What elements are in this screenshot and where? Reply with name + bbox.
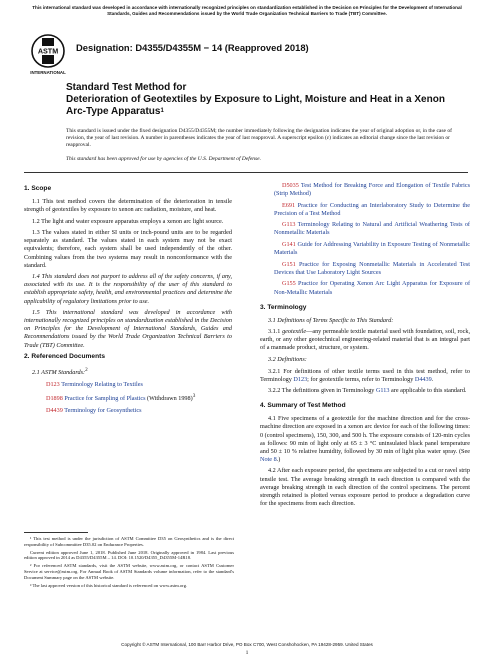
withdrawn-footnote-mark: 3 [192, 393, 196, 400]
para-3-1: 3.1 Definitions of Terms Specific to This Standard: [268, 316, 394, 324]
title-footnote-mark: 1 [160, 108, 164, 114]
designation-label: Designation: D4355/D4355M − 14 [76, 42, 223, 53]
para-3-1-1: 3.1.1 geotextile—any permeable textile material used with foundation, soil, rock, earth, or any other geotechnical engineering-related material that is an integral part of a manmade product, structure, or system. [260, 328, 471, 352]
astm-standards-footnote-mark: 2 [85, 367, 88, 374]
ref-e691[interactable]: E691 Practice for Conducting an Interlaboratory Study to Determine the Precision of a Test Method [274, 201, 470, 217]
terminology-heading: 3. Terminology [260, 303, 307, 311]
designation [76, 42, 309, 53]
para-3-2-2: 3.2.2 The definitions given in Terminology G113 are applicable to this standard. [268, 387, 467, 395]
ref-g141[interactable]: G141 Guide for Addressing Variability in Exposure Testing of Nonmetallic Materials [274, 241, 470, 257]
link-d4439[interactable]: D4439 [414, 375, 432, 383]
issued-note: This standard is issued under the fixed designation D4355/D4355M; the number immediately following the designation indicates the year of original adoption or, in the case of revision, the year of last revision. A number in parentheses indicates the year of last reapproval. A superscript epsilon (ε) indicates an editorial change since the last revision or reapproval. [66, 128, 452, 148]
title-line-1: Standard Test Method for [66, 82, 187, 93]
link-note-8[interactable]: Note 8 [260, 455, 277, 463]
para-4-2: 4.2 After each exposure period, the specimens are subjected to a cut or ravel strip tensile test. The average breaking strength in each direction is compared with the average breaking strength in each direction of the control specimens. The percent strength retained is plotted versus exposure period to produce a degradation curve for the specimens from each direction. [260, 467, 470, 507]
title-line-2: Deterioration of Geotextiles by Exposure to Light, Moisture and Heat in a Xenon Arc-Type Apparatus$^1$ [66, 94, 445, 117]
para-1-4: 1.4 This standard does not purport to address all of the safety concerns, if any, associated with its use. It is the responsibility of the user of this standard to establish appropriate safety, health, and environmental practices and determine the applicability of regulatory limitations prior to use. [24, 273, 232, 305]
ref-d1898[interactable]: D1898 Practice for Sampling of Plastics (Withdrawn 1998)$^3$ [46, 393, 196, 403]
ref-g155[interactable]: G155 Practice for Operating Xenon Arc Light Apparatus for Exposure of Non-Metallic Materials [274, 280, 471, 296]
para-1-1: 1.1 This test method covers the determination of the deterioration in tensile strength of geotextiles by exposure to xenon arc radiation, moisture, and heat. [24, 198, 232, 214]
tbt-notice: This international standard was developed in accordance with internationally recognized principles on standardization established in the Decision on Principles for the Development of International Standards, Guides and Recommendations issued by the World Trade Organization Technical Barriers to Trade (TBT) Committee. [32, 5, 462, 16]
para-1-5: 1.5 This international standard was developed in accordance with internationally recognized principles on standardization established in the Decision on Principles for the Development of International Standards, Guides and Recommendations issued by the World Trade Organization Technical Barriers to Trade (TBT) Committee. [24, 309, 232, 349]
link-d123[interactable]: D123 [293, 375, 308, 383]
para-3-2: 3.2 Definitions: [268, 356, 307, 363]
link-g113[interactable]: G113 [375, 387, 390, 395]
dod-approval-note: This standard has been approved for use by agencies of the U.S. Department of Defense. [66, 156, 261, 162]
logo-subtext: INTERNATIONAL [30, 70, 66, 75]
ref-d5035[interactable]: D5035 Test Method for Breaking Force and Elongation of Textile Fabrics (Strip Method) [274, 182, 470, 198]
ref-g151[interactable]: G151 Practice for Exposing Nonmetallic Materials in Accelerated Test Devices that Use Laboratory Light Sources [274, 260, 471, 276]
para-4-1: 4.1 Five specimens of a geotextile for the machine direction and for the cross-machine direction are exposed in a xenon arc device for each of the following times: 0 (control specimens), 150, 300, and 500 h. The exposure consists of 120-min cycles as follows: 90 min of light only at 65 ± 3 °C uninsulated black panel temperature and 50 ± 10 % relative humidity, followed by 30 min of light plus water spray. (See Note 8.) [260, 415, 470, 463]
referenced-documents-heading: 2. Referenced Documents [24, 353, 105, 361]
scope-heading: 1. Scope [24, 185, 52, 192]
footnote-3: ³ The last approved version of this historical standard is referenced on www.astm.org. [30, 582, 188, 588]
ref-d4439[interactable]: D4439 Terminology for Geosynthetics [46, 407, 142, 414]
standard-title [66, 82, 466, 118]
page-number: 1 [245, 650, 249, 656]
para-1-3: 1.3 The values stated in either SI units or inch-pound units are to be regarded separately as standard. The values stated in each system may not be exact equivalents; therefore, each system shall be used independently of the other. Combining values from the two systems may result in nonconformance with the standard. [24, 229, 232, 269]
footnote-1-edition: Current edition approved June 1, 2018. Published June 2018. Originally approved in 1984. Last previous edition approved in 2014 as D4355/D4355M – 14. DOI: 10.1520/D4355_D4355M-14R18. [24, 549, 234, 561]
footnotes [24, 536, 234, 590]
left-column [24, 182, 232, 419]
footnote-1: ¹ This test method is under the jurisdiction of ASTM Committee D35 on Geosynthetics and is the direct responsibility of Subcommittee D35.02 on Endurance Properties. [24, 536, 234, 547]
summary-heading: 4. Summary of Test Method [260, 402, 346, 410]
para-1-2: 1.2 The light and water exposure apparatus employs a xenon arc light source. [32, 217, 224, 225]
logo-mark: ASTM [37, 46, 59, 56]
para-3-2-1: 3.2.1 For definitions of other textile terms used in this test method, refer to Terminology D123; for geotextile terms, refer to Terminology D4439. [260, 367, 470, 383]
header-divider [24, 172, 468, 173]
footnote-divider [24, 532, 88, 533]
footnote-2: ² For referenced ASTM standards, visit the ASTM website, www.astm.org, or contact ASTM Customer Service at service@astm.org. For Annual Book of ASTM Standards volume information, refer to the standard's Document Summary page on the ASTM website. [24, 563, 234, 580]
ref-d123[interactable]: D123 Terminology Relating to Textiles [46, 380, 143, 388]
right-column [260, 182, 470, 511]
astm-standards-label: 2.1 ASTM Standards:$^2$ [32, 367, 88, 377]
astm-logo [26, 32, 70, 76]
ref-g113[interactable]: G113 Terminology Relating to Natural and Artificial Weathering Tests of Nonmetallic Materials [274, 221, 470, 237]
reapproval-year: (Reapproved 2018) [224, 42, 309, 53]
copyright-line: Copyright © ASTM International, 100 Barr Harbor Drive, PO Box C700, West Conshohocken, PA 19428-2959. United States [121, 642, 373, 647]
